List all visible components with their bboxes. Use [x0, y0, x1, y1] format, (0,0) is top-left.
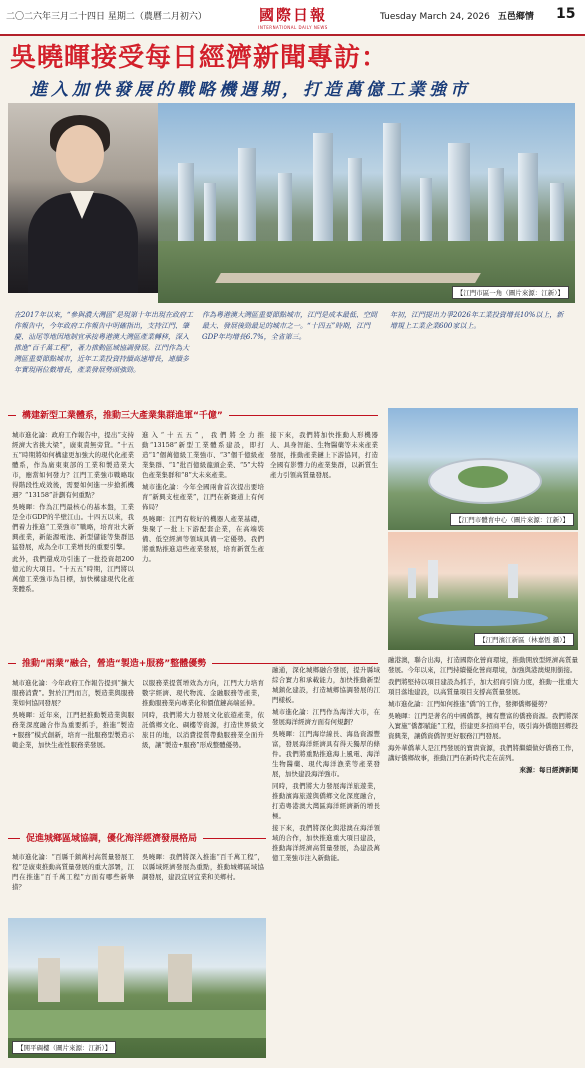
intro-text-2: 作為粵港澳大灣區重要節點城市，江門是成本最低、空間最大、發展後勁最足的城市之一。“十四五”時期，江門GDP年均增長6.7%，全省第三。: [202, 311, 377, 341]
paragraph: 城市進化論：今年政府工作報告提到“擴大服務消費”。對於江門而言，製造業與服務業如何協同發展？: [12, 679, 134, 707]
paragraph: 吳曉暉：江門有較好的機器人產業基礎，集聚了一批上下游配套企業，在高端裝備、低空經濟等領域具備一定優勢。我們將重點推進這些產業發展，培育新質生產力。: [142, 515, 264, 563]
park-caption: 【江門濱江新區（林嘉恆 攝）】: [474, 633, 574, 646]
paragraph: 城市進化論：今年全國兩會首次提出要培育“新興支柱產業”，江門在新賽道上有何佈局？: [142, 483, 264, 511]
paper-name-en: INTERNATIONAL DAILY NEWS: [258, 25, 328, 30]
building: [238, 148, 256, 243]
section2-col1: [12, 678, 134, 818]
section3-col1: [12, 852, 134, 912]
paragraph: 以服務業提質增效為方向，江門大力培育數字經濟、現代物流、金融服務等產業，推動服務業向專業化和價值鏈高端延伸。: [142, 679, 264, 707]
paragraph: 進入“十五五”，我們將全力推動“13158”新型工業體系建設，即打造“1”個萬億級工業強市、“3”個千億級產業集群、“1”批百億級龍頭企業、“5”大特色產業集群和“8”大未來產業。: [142, 431, 264, 479]
section-title-3: 促進城鄉區域協調，優化海洋經濟發展格局: [20, 831, 203, 845]
building: [204, 183, 216, 243]
building: [488, 168, 504, 243]
portrait-face: [56, 125, 104, 183]
paragraph: 城市進化論：政府工作報告中，提出“支持經濟大省挑大梁”，廣東責無旁貸。“十五五”時期將如何構建更加強大的現代化產業體系，作為廣東東部的工業和製造業大市，應當如何發力？江門工業強市戰略取得階段性成效後，需要如何進一步搶抓機遇？“13158”計劃有何重點？: [12, 431, 134, 499]
building: [178, 163, 194, 243]
headline: 吳曉暉接受每日經濟新聞專訪：: [10, 43, 389, 73]
intro-text-3: 年初，江門提出力爭2026年工業投資增長10%以上，新增規上工業企業600家以上。: [390, 311, 564, 330]
paragraph: 城市進化論：江門如何推進“僑”的工作，發揮僑鄉優勢？: [388, 700, 551, 708]
paragraph: 吳曉暉：江門是著名的中國僑都，擁有豐富的僑務資源。我們將深入實施“僑都賦能”工程，搭建更多招商平台，吸引海外僑胞回鄉投資興業，讓僑資僑智更好服務江門發展。: [388, 712, 578, 740]
stadium-photo: [388, 408, 578, 530]
paragraph: 我們將堅持以項目建設為抓手，加大招商引資力度，推動一批重大項目落地建設，以高質量項目支撐高質量發展。: [388, 678, 578, 696]
building: [383, 123, 401, 243]
intro-text-1: 在2017年以來，“參與濃大灣區”是現第十年出現在政府工作報告中，今年政府工作報告中明確指出，支持江門、肇慶、汕尾等地因地制宜承接粵港澳大灣區產業轉移，深入推進“百千萬工程”，著力推動區域協調發展。江門作為大灣區重要節點城市，近年工業投資持續高速增長，連續多年實現兩位數增長，產業發展勢頭強勁。: [14, 311, 193, 374]
article-source: 來源：每日經濟新聞: [519, 766, 578, 774]
section3-col2: [142, 852, 264, 912]
paragraph: 同時，我們將大力發展海洋旅遊業，推動濱海旅遊與僑鄉文化深度融合，打造粵港澳大灣區海洋經濟新的增長極。: [272, 782, 380, 820]
section2-col2: [142, 678, 264, 818]
paragraph: 接下來，我們將深化與港澳在海洋領域的合作，加快推進重大項目建設，推動海洋經濟高質量發展，為建設萬億工業強市注入新動能。: [272, 824, 380, 862]
paragraph: 融港澳，聯合出海，打造國際化營商環境，推動開放型經濟高質量發展。今年以來，江門持續優化營商環境，加強與港澳規則銜接。: [388, 656, 578, 674]
paragraph: 融通，深化城鄉融合發展，提升縣域綜合實力和承載能力，加快推動新型城鎮化建設，打造城鄉協調發展的江門樣板。: [272, 666, 380, 704]
portrait-photo: [8, 103, 158, 293]
stadium-caption: 【江門市體育中心（圖片來源：江新）】: [450, 513, 574, 526]
paragraph: 吳曉暉：近年來，江門把推動製造業與服務業深度融合作為重要抓手，推進“製造+服務”模式創新，培育一批服務型製造示範企業，加快生產性服務業發展。: [12, 711, 134, 749]
section-name: 五邑鄉情: [497, 12, 534, 22]
paragraph: 此外，我們還成功引進了一批投資超200億元的大項目。“十五五”時期，江門將以萬億工業強市為目標，加快構建現代化產業體系。: [12, 555, 134, 593]
paragraph: 同時，我們將大力發展文化旅遊產業，依託僑鄉文化、碉樓等資源，打造世界級文旅目的地，以消費提質帶動服務業全面升級，讓“製造+服務”形成整體優勢。: [142, 711, 264, 749]
page-number: 15: [556, 6, 576, 22]
paragraph: 海外華僑華人是江門發展的寶貴資源，我們將繼續做好僑務工作，講好僑鄉故事，推動江門在新時代走在前列。: [388, 744, 578, 762]
park-photo: [388, 532, 578, 650]
stadium-field: [458, 466, 508, 488]
paragraph: 吳曉暉：作為江門最核心的基本盤，工業是全市GDP的半壁江山。十四五以來，我們着力推進“工業強市”戰略，培育壯大新興產業，新能源電池、新型儲能等集群迅猛發展，成為全市工業增長的重要引擎。: [12, 503, 134, 551]
building: [550, 183, 564, 243]
city-aerial-photo: [158, 103, 575, 303]
subheadline: 進入加快發展的戰略機遇期，打造萬億工業強市: [30, 80, 471, 100]
city-photo-caption: 【江門市區一角（圖片來源：江新）】: [452, 286, 569, 299]
continued-col-1: [272, 665, 380, 1060]
building: [518, 153, 538, 243]
paragraph: 城市進化論：“百縣千鎮萬村高質量發展工程”是廣東推動高質量發展的重大部署，江門在推進“百千萬工程”方面有哪些新舉措？: [12, 853, 134, 891]
building: [408, 568, 416, 598]
road: [215, 273, 481, 283]
issue-date-cn: 二〇二六年三月二十四日 星期二（農曆二月初六）: [6, 12, 207, 22]
section1-col3: [270, 430, 378, 620]
paragraph: 吳曉暉：江門海岸線長、海島資源豐富，發展海洋經濟具有得天獨厚的條件。我們將重點推進海上風電、海洋生物醫藥、現代海洋漁業等產業發展，加快建設海洋強市。: [272, 730, 380, 778]
building: [448, 143, 470, 243]
section1-col1: [12, 430, 134, 655]
building: [508, 564, 518, 598]
lake: [418, 610, 548, 626]
diaolou-tower: [168, 954, 192, 1002]
continued-col-2: [388, 655, 578, 1060]
diaolou-tower: [98, 946, 124, 1002]
village-photo: [8, 918, 266, 1058]
paper-name-cn: 國際日報: [258, 6, 327, 24]
section1-col2: [142, 430, 264, 655]
paragraph: 吳曉暉：我們將深入推進“百千萬工程”，以縣域經濟發展為重點，推動城鄉區域協調發展，建設宜居宜業和美鄉村。: [142, 853, 264, 881]
issue-date-en-text: Tuesday March 24, 2026: [380, 12, 490, 22]
building: [420, 178, 432, 243]
building: [278, 173, 292, 243]
paragraph: 接下來，我們將加快推動人形機器人、具身智能、生物醫藥等未來產業發展，推動產業鏈上下游協同，打造全國有影響力的產業集群，以新質生產力引領高質量發展。: [270, 431, 378, 479]
masthead-logo: [248, 4, 338, 30]
building: [428, 560, 438, 598]
section-title-2: 推動“兩業”融合，營造“製造+服務”整體優勢: [16, 656, 212, 670]
building: [313, 133, 333, 243]
diaolou-tower: [38, 958, 60, 1002]
issue-date-en: [380, 9, 534, 22]
paragraph: 城市進化論：江門作為海洋大市，在發展海洋經濟方面有何規劃？: [272, 708, 380, 726]
section-title-1: 構建新型工業體系，推動三大產業集群進軍“千億”: [16, 408, 229, 422]
field: [8, 1010, 266, 1038]
village-caption: 【開平碉樓（圖片來源：江新）】: [12, 1041, 116, 1054]
building: [348, 158, 362, 243]
